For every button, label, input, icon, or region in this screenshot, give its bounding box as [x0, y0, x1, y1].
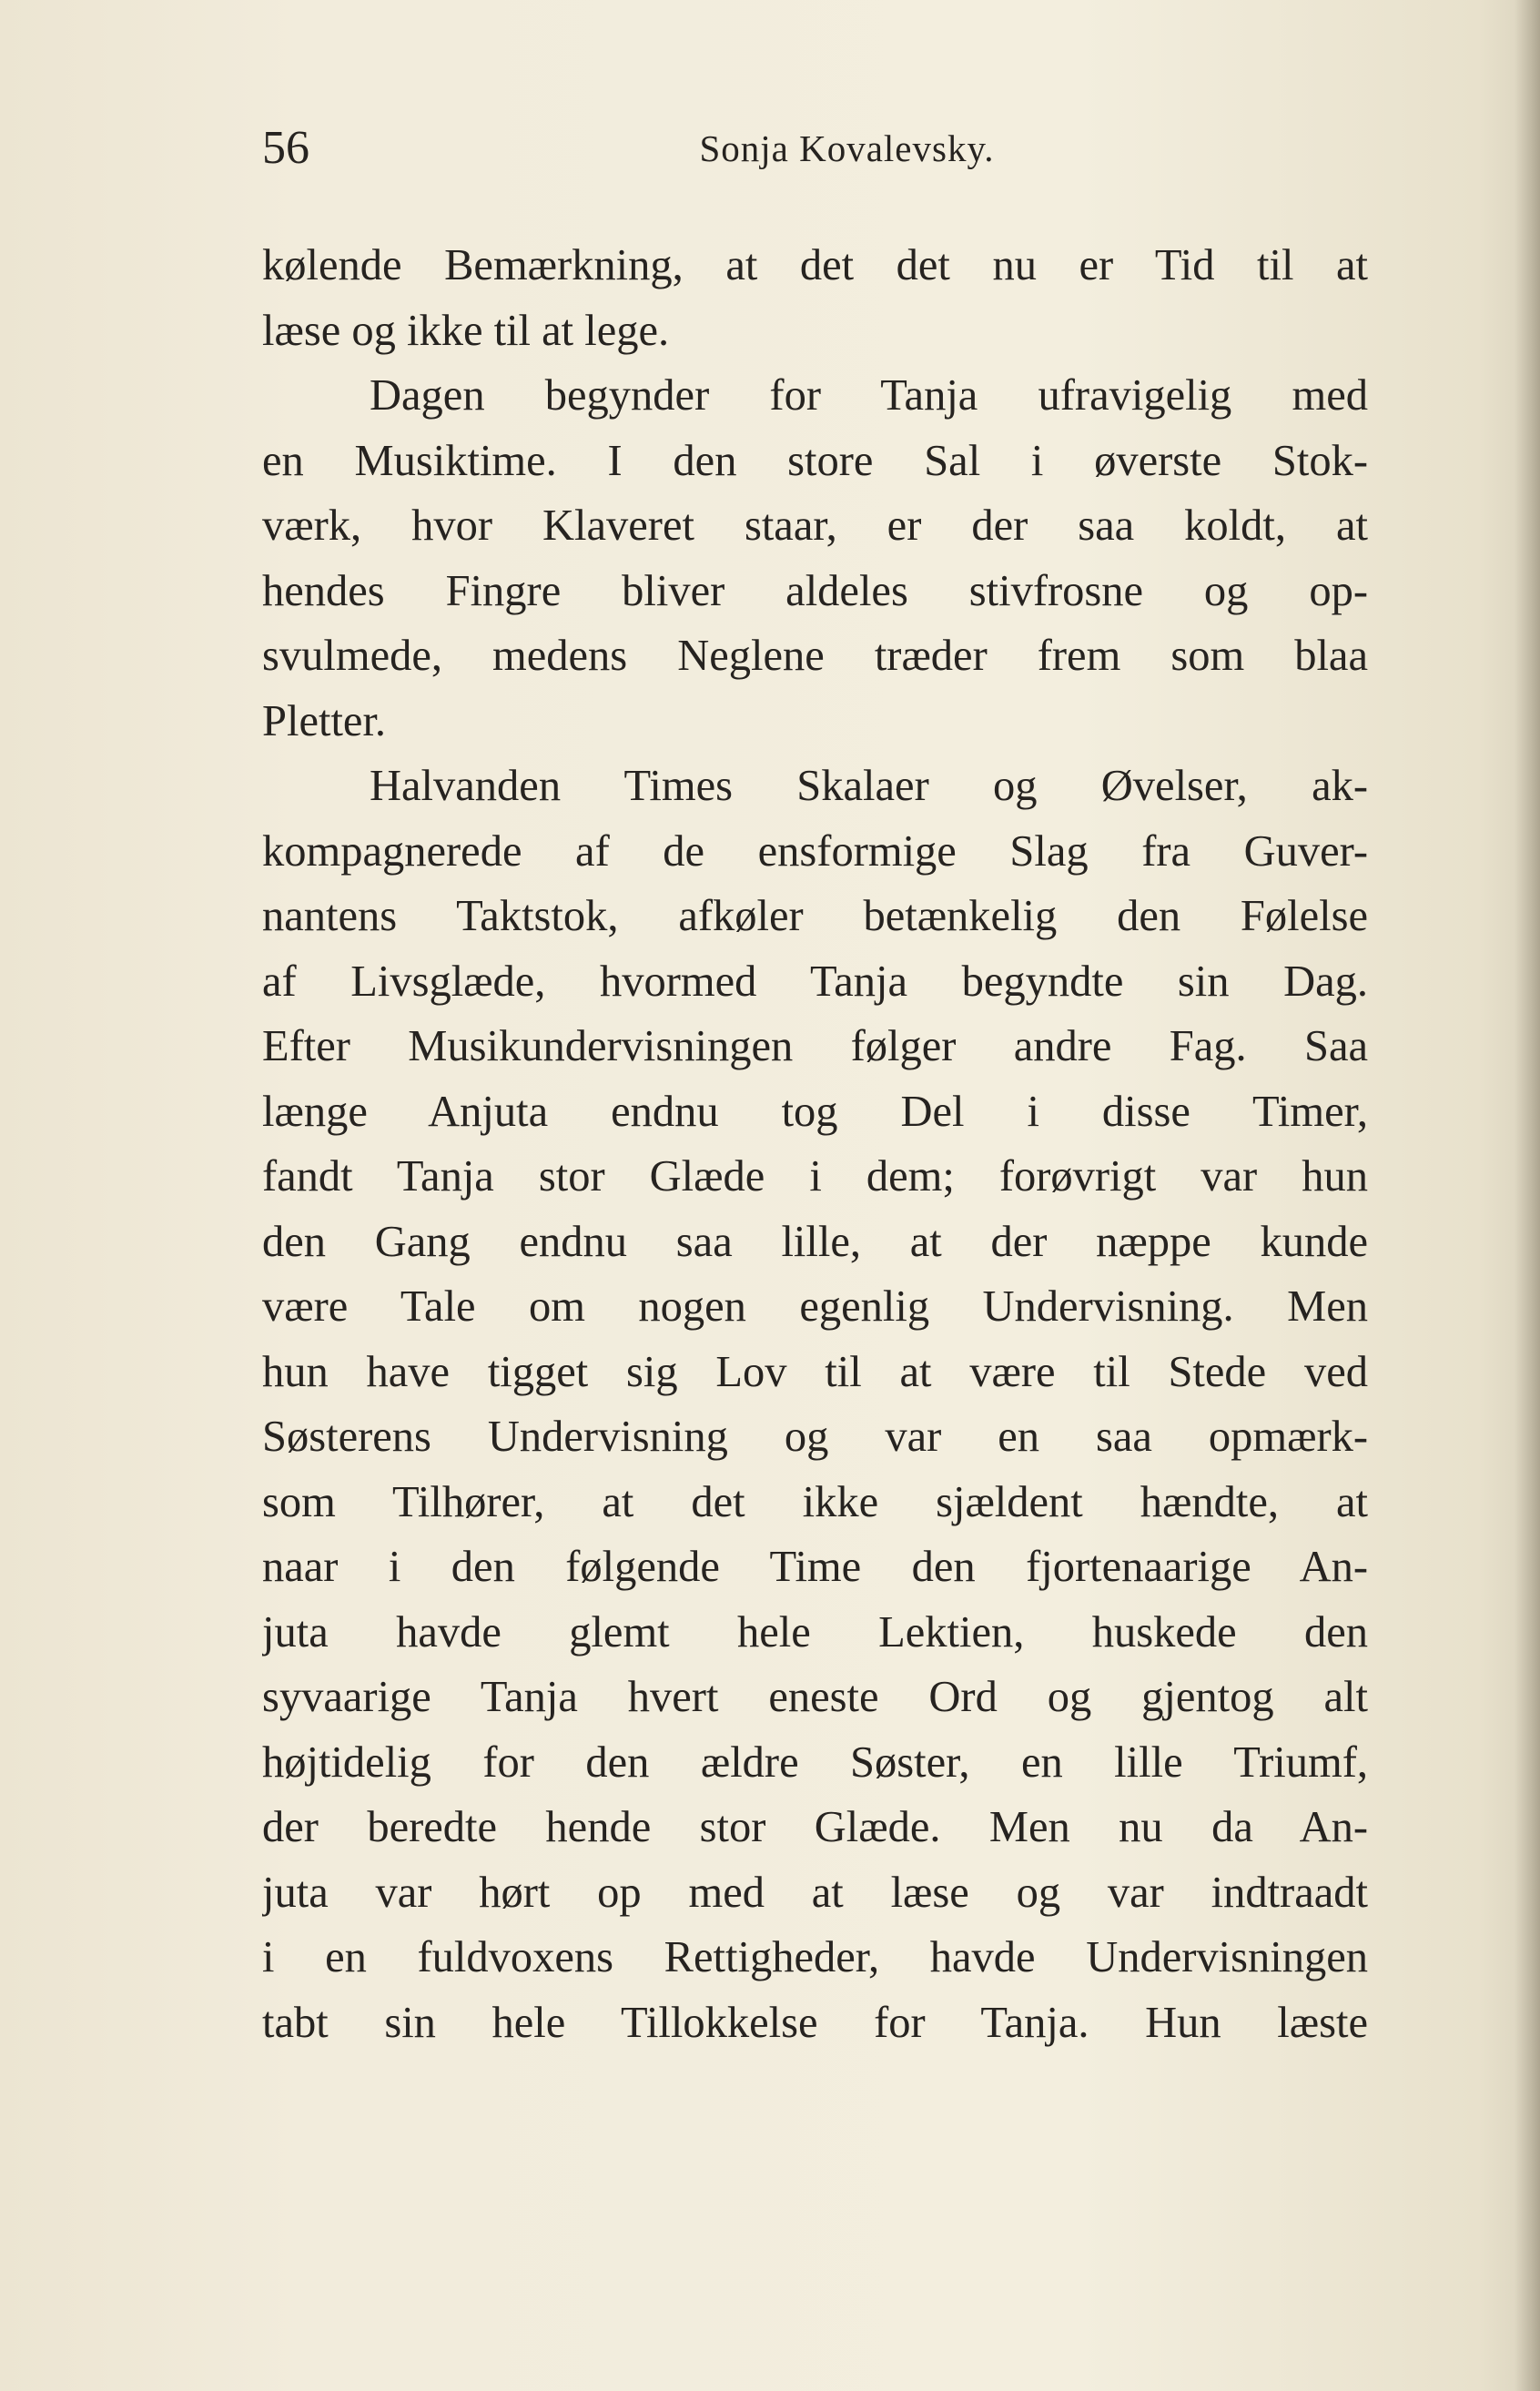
text-line: nantens Taktstok, afkøler betænkelig den Følelse	[262, 892, 1368, 940]
text-line: kølende Bemærkning, at det det nu er Tid til at	[262, 241, 1368, 289]
text-line: juta var hørt op med at læse og var indtraadt	[262, 1868, 1368, 1917]
text-line: som Tilhører, at det ikke sjældent hændte, at	[262, 1477, 1368, 1526]
text-line: Pletter.	[262, 696, 387, 745]
text-line: kompagnerede af de ensformige Slag fra Guver-	[262, 826, 1368, 876]
text-line: hendes Fingre bliver aldeles stivfrosne og op-	[262, 566, 1368, 615]
page-number: 56	[262, 122, 309, 174]
text-line: Søsterens Undervisning og var en saa opmærk-	[262, 1413, 1368, 1461]
text-line: i en fuldvoxens Rettigheder, havde Undervisningen	[262, 1933, 1368, 1981]
text-line: værk, hvor Klaveret staar, er der saa koldt, at	[262, 502, 1368, 550]
text-line: juta havde glemt hele Lektien, huskede den	[262, 1607, 1368, 1656]
text-line: være Tale om nogen egenlig Undervisning. Men	[262, 1282, 1368, 1331]
text-line: den Gang endnu saa lille, at der næppe kunde	[262, 1217, 1368, 1266]
text-line: længe Anjuta endnu tog Del i disse Timer,	[262, 1087, 1368, 1136]
text-line: tabt sin hele Tillokkelse for Tanja. Hun læste	[262, 1998, 1368, 2047]
running-head	[262, 117, 1368, 180]
text-line: fandt Tanja stor Glæde i dem; forøvrigt var hun	[262, 1152, 1368, 1201]
page-gutter-shadow	[1515, 0, 1540, 2391]
text-line: Halvanden Times Skalaer og Øvelser, ak-	[370, 762, 1368, 810]
text-line: en Musiktime. I den store Sal i øverste Stok-	[262, 436, 1368, 485]
text-line: syvaarige Tanja hvert eneste Ord og gjentog alt	[262, 1673, 1368, 1721]
text-line: svulmede, medens Neglene træder frem som blaa	[262, 632, 1368, 680]
text-line: højtidelig for den ældre Søster, en lille Triumf,	[262, 1738, 1368, 1787]
text-line: Dagen begynder for Tanja ufravigelig med	[370, 371, 1368, 420]
body-text	[262, 233, 1368, 2055]
text-line: hun have tigget sig Lov til at være til Stede ved	[262, 1347, 1368, 1396]
text-line: naar i den følgende Time den fjortenaarige An-	[262, 1543, 1368, 1591]
text-line: der beredte hende stor Glæde. Men nu da An-	[262, 1803, 1368, 1851]
running-title: Sonja Kovalevsky.	[699, 127, 995, 169]
text-line: læse og ikke til at lege.	[262, 306, 670, 355]
text-line: af Livsglæde, hvormed Tanja begyndte sin Dag.	[262, 957, 1368, 1006]
text-line: Efter Musikundervisningen følger andre Fag. Saa	[262, 1022, 1368, 1070]
